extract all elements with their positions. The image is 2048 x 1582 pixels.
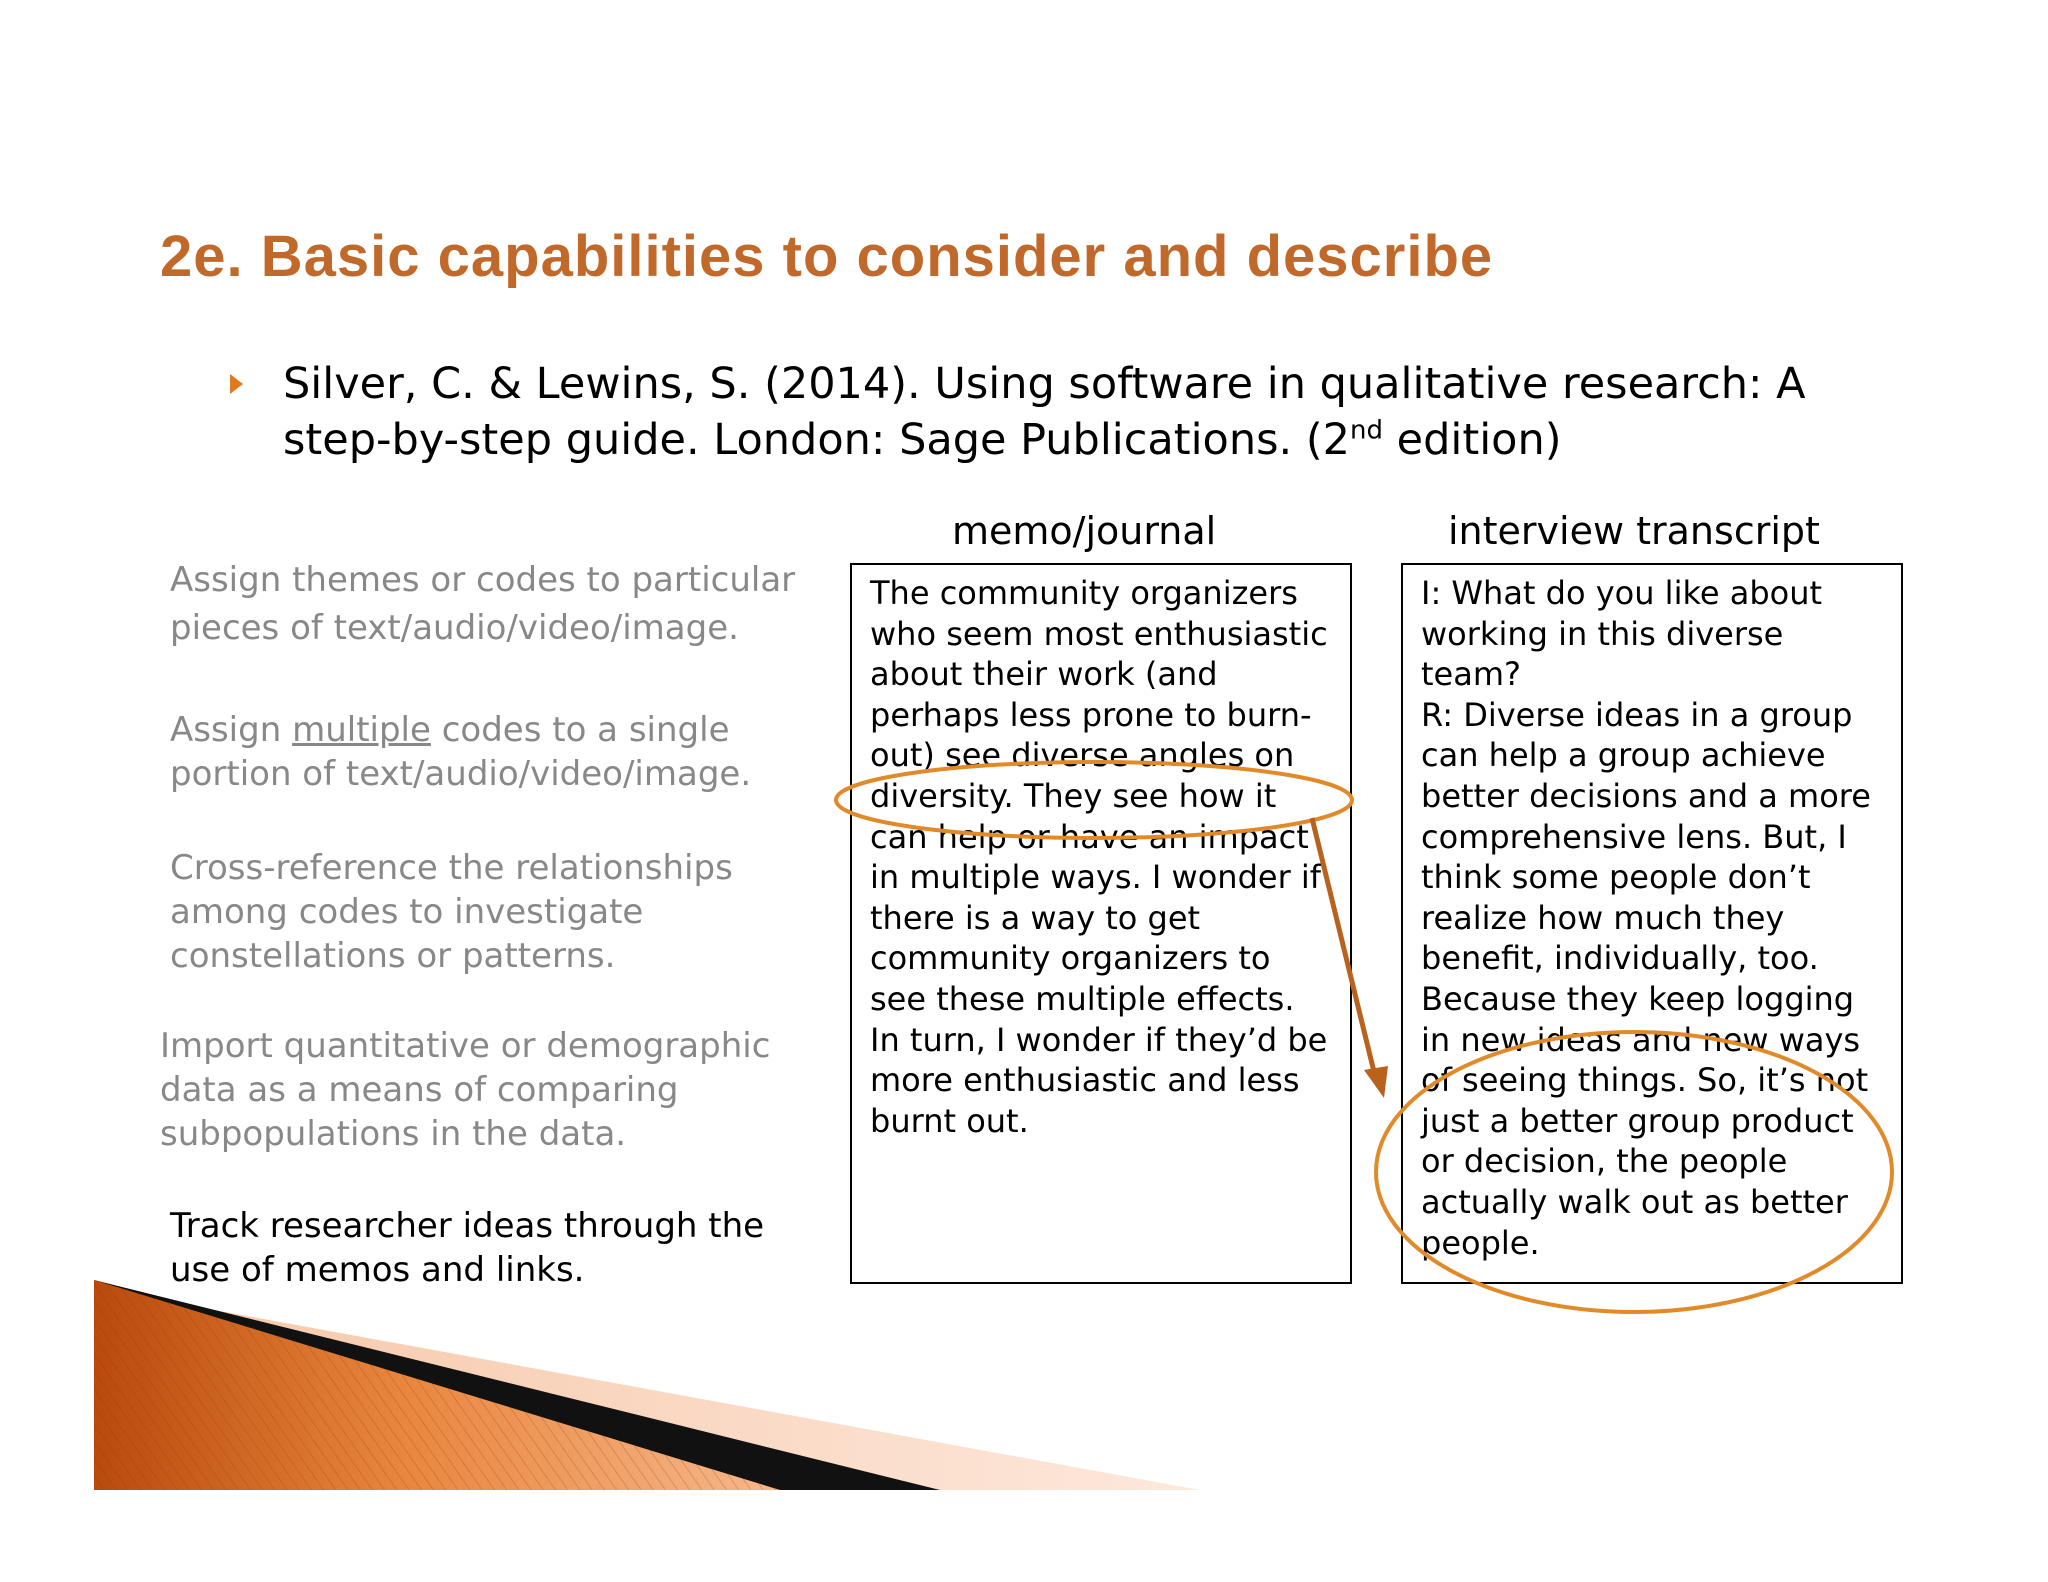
link-arrow-head [1364,1066,1388,1098]
transcript-response: R: Diverse ideas in a group can help a group achieve better decisions and a more comprehensive lens. But, I think some people don’t realize how much they benefit, individually, too. Because they keep logging in new ideas and new ways of seeing things. So, it’s not just a better group product or decision, the people actually walk out as better people. [1421,695,1871,1262]
memo-text: The community organizers who seem most enthusiastic about their work (and perhaps less prone to burn-out) see diverse angles on diversity. They see how it can help or have an impact in multiple ways. I wonder if there is a way to get community organizers to see these multiple effects. In turn, I wonder if they’d be more enthusiastic and less burnt out. [870,574,1328,1140]
capability-assign-themes: Assign themes or codes to particular pieces of text/audio/video/image. [170,560,796,648]
transcript-heading: interview transcript [1448,509,1820,553]
transcript-highlight-circle [1376,1032,1892,1312]
capability-cross-reference: Cross-reference the relationships among codes to investigate constellations or patterns. [170,848,733,976]
transcript-question: I: What do you like about working in this diverse team? [1421,574,1823,694]
capability-assign-multiple-codes: Assign multiple codes to a single portion of text/audio/video/image. [170,710,752,794]
capability-track-ideas: Track researcher ideas through the use of memos and links. [170,1206,765,1290]
citation-text: Silver, C. & Lewins, S. (2014). Using software in qualitative research: A step-by-step guide. London: Sage Publications. (2nd edition) [283,359,1806,465]
capability-import-quantitative: Import quantitative or demographic data as a means of comparing subpopulations in the data. [160,1026,771,1154]
memo-highlight-circle [836,762,1352,838]
underlined-multiple: multiple [292,710,431,750]
citation-superscript: nd [1349,415,1383,446]
memo-heading: memo/journal [952,509,1217,553]
link-arrow-line [1312,818,1376,1080]
slide-title: 2e. Basic capabilities to consider and describe [160,224,1494,289]
